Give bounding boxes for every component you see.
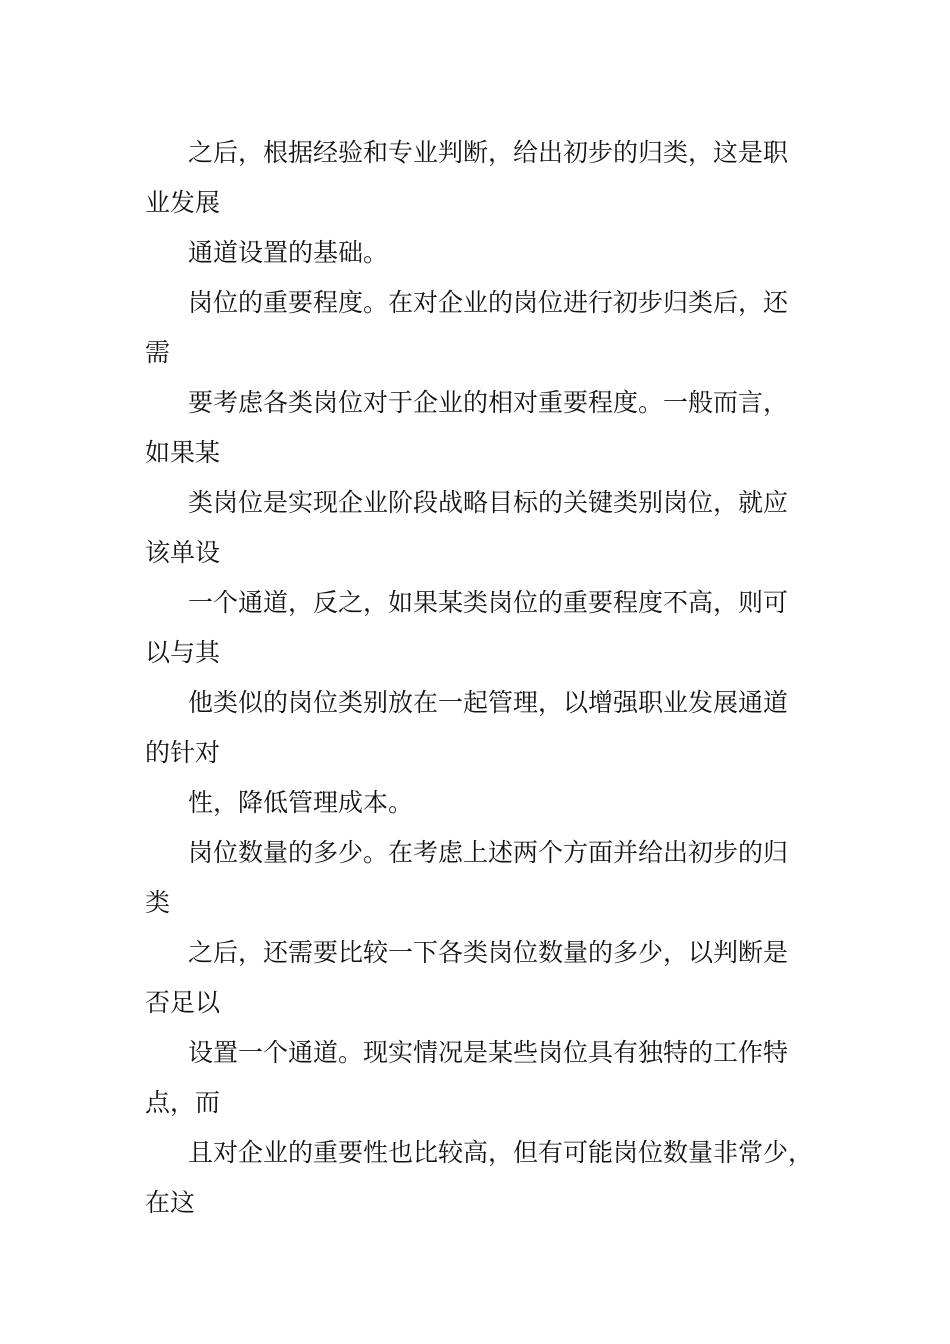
text-line: 需 xyxy=(145,338,171,367)
text-line: 在这 xyxy=(145,1188,196,1217)
text-line: 性，降低管理成本。 xyxy=(188,788,414,817)
text-line: 之后，根据经验和专业判断，给出初步的归类，这是职 xyxy=(188,138,789,167)
text-line: 类 xyxy=(145,888,171,917)
text-line: 且对企业的重要性也比较高，但有可能岗位数量非常少， xyxy=(188,1138,814,1167)
text-line: 如果某 xyxy=(145,438,221,467)
text-line: 通道设置的基础。 xyxy=(188,238,389,267)
document-body xyxy=(145,128,825,1228)
text-line: 一个通道，反之，如果某类岗位的重要程度不高，则可 xyxy=(188,588,789,617)
text-line: 点，而 xyxy=(145,1088,221,1117)
text-line: 否足以 xyxy=(145,988,221,1017)
text-line: 业发展 xyxy=(145,188,221,217)
text-line: 以与其 xyxy=(145,638,221,667)
text-line: 的针对 xyxy=(145,738,221,767)
text-line: 之后，还需要比较一下各类岗位数量的多少，以判断是 xyxy=(188,938,789,967)
text-line: 他类似的岗位类别放在一起管理，以增强职业发展通道 xyxy=(188,688,789,717)
text-line: 岗位的重要程度。在对企业的岗位进行初步归类后，还 xyxy=(188,288,789,317)
text-line: 类岗位是实现企业阶段战略目标的关键类别岗位，就应 xyxy=(188,488,789,517)
text-line: 要考虑各类岗位对于企业的相对重要程度。一般而言， xyxy=(188,388,789,417)
text-line: 设置一个通道。现实情况是某些岗位具有独特的工作特 xyxy=(188,1038,789,1067)
text-line: 岗位数量的多少。在考虑上述两个方面并给出初步的归 xyxy=(188,838,789,867)
text-line: 该单设 xyxy=(145,538,221,567)
